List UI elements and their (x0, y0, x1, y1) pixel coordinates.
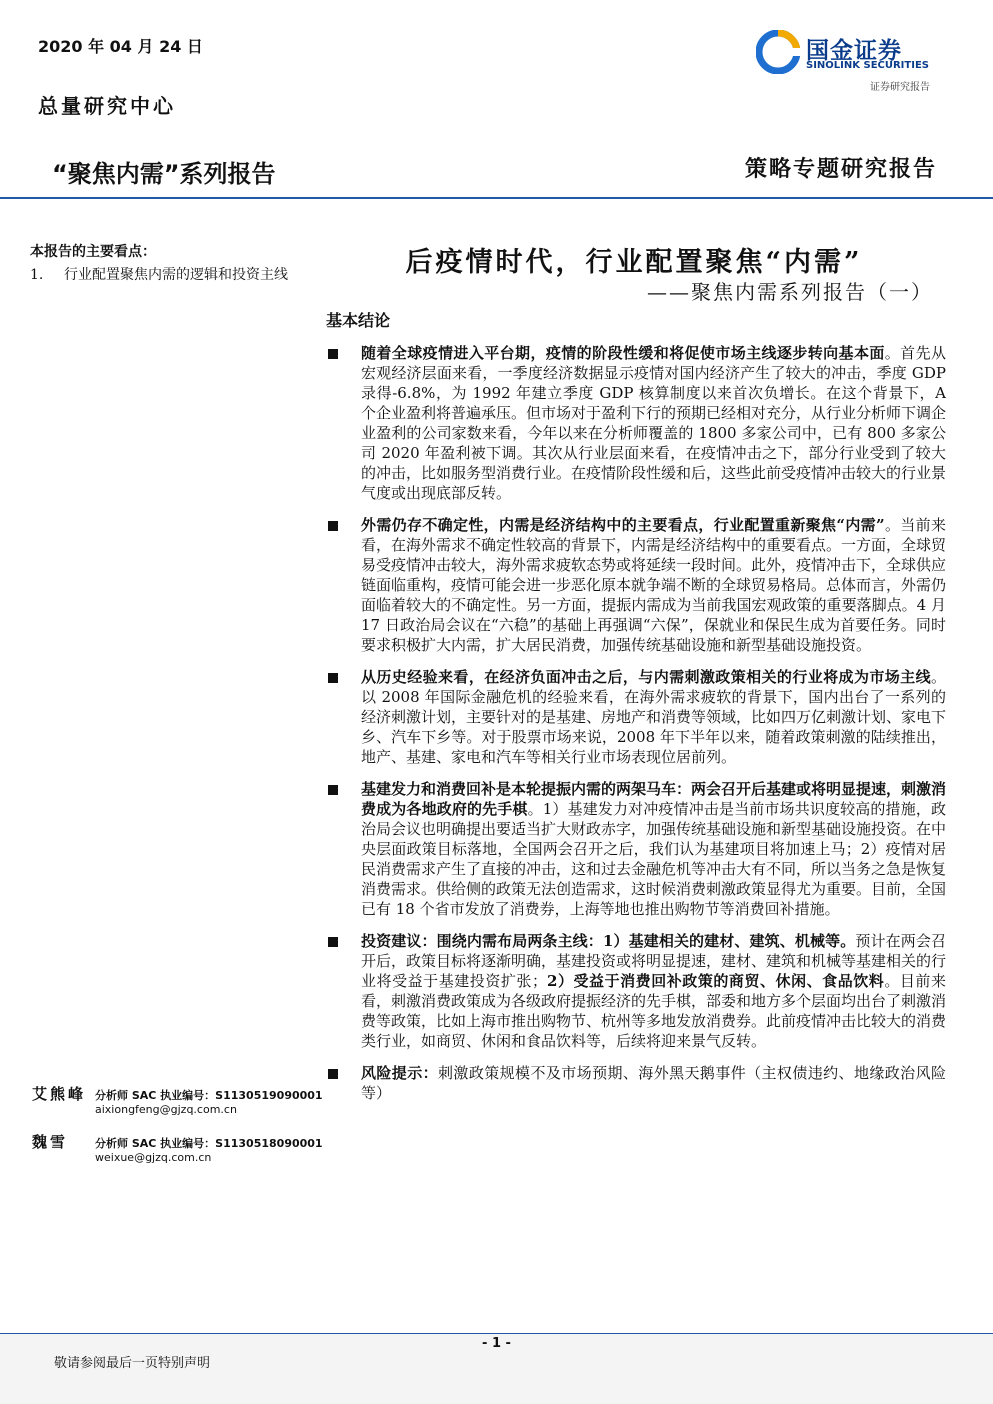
report-subtitle: ——聚焦内需系列报告（一） (647, 280, 933, 304)
bullet-square-icon (328, 521, 338, 531)
sidebar-point-number: 1. (30, 267, 44, 283)
conclusion-lead: 风险提示： (361, 1064, 439, 1082)
conclusion-item (326, 931, 946, 1051)
report-type: 策略专题研究报告 (744, 156, 937, 182)
conclusion-item (326, 343, 946, 503)
conclusion-item (326, 667, 946, 767)
sidebar-point (30, 264, 312, 287)
report-date: 2020 年 04 月 24 日 (38, 37, 203, 56)
conclusion-lead: 从历史经验来看，在经济负面冲击之后，与内需刺激政策相关的行业将成为市场主线 (361, 668, 931, 686)
conclusion-list (326, 343, 946, 1115)
bullet-square-icon (328, 349, 338, 359)
conclusion-item (326, 515, 946, 655)
research-center-name: 总量研究中心 (38, 94, 176, 118)
conclusion-body: 。以 2008 年国际金融危机的经验来看，在海外需求疲软的背景下，国内出台了一系列的经济刺激计划，主要针对的是基建、房地产和消费等领域，比如四万亿刺激计划、家电下乡、汽车下乡等。对于股票市场来说，2008 年下半年以来，随着政策刺激的陆续推出，地产、基建、家电和汽车等相关行业市场表现位居前列。 (361, 668, 947, 766)
conclusion-lead: 随着全球疫情进入平台期，疫情的阶段性缓和将促使市场主线逐步转向基本面 (361, 344, 885, 362)
conclusion-lead: 基建发力和消费回补是本轮提振内需的两架马车：两会召开后基建或将明显提速，刺激消费成为各地政府的先手棋 (361, 780, 947, 818)
sidebar-heading: 本报告的主要看点： (30, 244, 156, 260)
report-title: 后疫情时代，行业配置聚焦“内需” (405, 247, 863, 278)
section-heading: 基本结论 (326, 311, 391, 330)
conclusion-text (361, 343, 946, 503)
analyst-email[interactable]: aixiongfeng@gjzq.com.cn (95, 1103, 237, 1116)
conclusion-body: 。1）基建发力对冲疫情冲击是当前市场共识度较高的措施，政治局会议也明确提出要适当扩大财政赤字，加强传统基础设施和新型基础设施投资。在中央层面政策目标落地，全国两会召开之后，我们认为基建项目将加速上马；2）疫情对居民消费需求产生了直接的冲击，这和过去金融危机等冲击大有不同，所以当务之急是恢复消费需求。供给侧的政策无法创造需求，这时候消费刺激政策显得尤为重要。目前，全国已有 18 个省市发放了消费券，上海等地也推出购物节等消费回补措施。 (361, 800, 947, 918)
logo-cn-text: 国金证券 (806, 38, 902, 64)
conclusion-body: 刺激政策规模不及市场预期、海外黑天鹅事件（主权债违约、地缘政治风险等） (361, 1064, 946, 1102)
conclusion-item (326, 779, 946, 919)
bullet-square-icon (328, 673, 338, 683)
bullet-square-icon (328, 1069, 338, 1079)
header-divider (0, 197, 993, 199)
logo-subtitle: 证券研究报告 (870, 82, 930, 93)
conclusion-lead: 外需仍存不确定性，内需是经济结构中的主要看点，行业配置重新聚焦“内需” (361, 516, 885, 534)
conclusion-text (361, 515, 946, 655)
conclusion-body: 。当前来看，在海外需求不确定性较高的背景下，内需是经济结构中的重要看点。一方面，全球贸易受疫情冲击较大，海外需求疲软态势或将延续一段时间。此外，疫情冲击下，全球供应链面临重构，疫情可能会进一步恶化原本就争端不断的全球贸易格局。总体而言，外需仍面临着较大的不确定性。另一方面，提振内需成为当前我国宏观政策的重要落脚点。4 月 17 日政治局会议在“六稳”的基础上再强调“六保”，保就业和保民生成为首要任务。同时要求积极扩大内需，扩大居民消费，加强传统基础设施和新型基础设施投资。 (361, 516, 947, 654)
conclusion-body: 。首先从宏观经济层面来看，一季度经济数据显示疫情对国内经济产生了较大的冲击，季度 GDP 录得-6.8%，为 1992 年建立季度 GDP 核算制度以来首次负增长。在这个背景下，A 个企业盈利将普遍承压。但市场对于盈利下行的预期已经相对充分，从行业分析师下调企业盈利的公司家数来看，今年以来在分析师覆盖的 1800 多家公司中，已有 800 多家公司 2020 年盈利被下调。其次从行业层面来看，在疫情冲击之下，部分行业受到了较大的冲击，比如服务型消费行业。在疫情阶段性缓和后，这些此前受疫情冲击较大的行业景气度或出现底部反转。 (361, 344, 947, 502)
logo-en-text: SINOLINK SECURITIES (806, 60, 929, 71)
analyst-cert: 分析师 SAC 执业编号：S1130519090001 (95, 1089, 323, 1102)
bullet-square-icon (328, 937, 338, 947)
investment-advice-text: 投资建议：围绕内需布局两条主线：1）基建相关的建材、建筑、机械等。预计在两会召开后，政策目标将逐渐明确，基建投资或将明显提速，建材、建筑和机械等基建相关的行业将受益于基建投资扩张；2）受益于消费回补政策的商贸、休闲、食品饮料。目前来看，刺激消费政策成为各级政府提振经济的先手棋，部委和地方多个层面均出台了刺激消费等政策，比如上海市推出购物节、杭州等多地发放消费券。此前疫情冲击比较大的消费类行业，如商贸、休闲和食品饮料等，后续将迎来景气反转。 (361, 932, 947, 1050)
conclusion-item (326, 1063, 946, 1103)
sinolink-logo-icon (756, 30, 800, 74)
sidebar-point-text: 行业配置聚焦内需的逻辑和投资主线 (64, 267, 288, 283)
risk-warning-text (361, 1063, 946, 1103)
bullet-square-icon (328, 785, 338, 795)
conclusion-text (361, 667, 946, 767)
series-title: “聚焦内需”系列报告 (52, 160, 276, 188)
analyst-email[interactable]: weixue@gjzq.com.cn (95, 1151, 212, 1164)
company-logo (756, 30, 946, 94)
analyst-cert: 分析师 SAC 执业编号：S1130518090001 (95, 1137, 323, 1150)
analyst-name: 艾熊峰 (32, 1085, 87, 1103)
page-number: - 1 - (482, 1336, 511, 1351)
footer-disclaimer: 敬请参阅最后一页特别声明 (54, 1356, 211, 1371)
analyst-name: 魏雪 (32, 1133, 69, 1151)
conclusion-text (361, 779, 946, 919)
